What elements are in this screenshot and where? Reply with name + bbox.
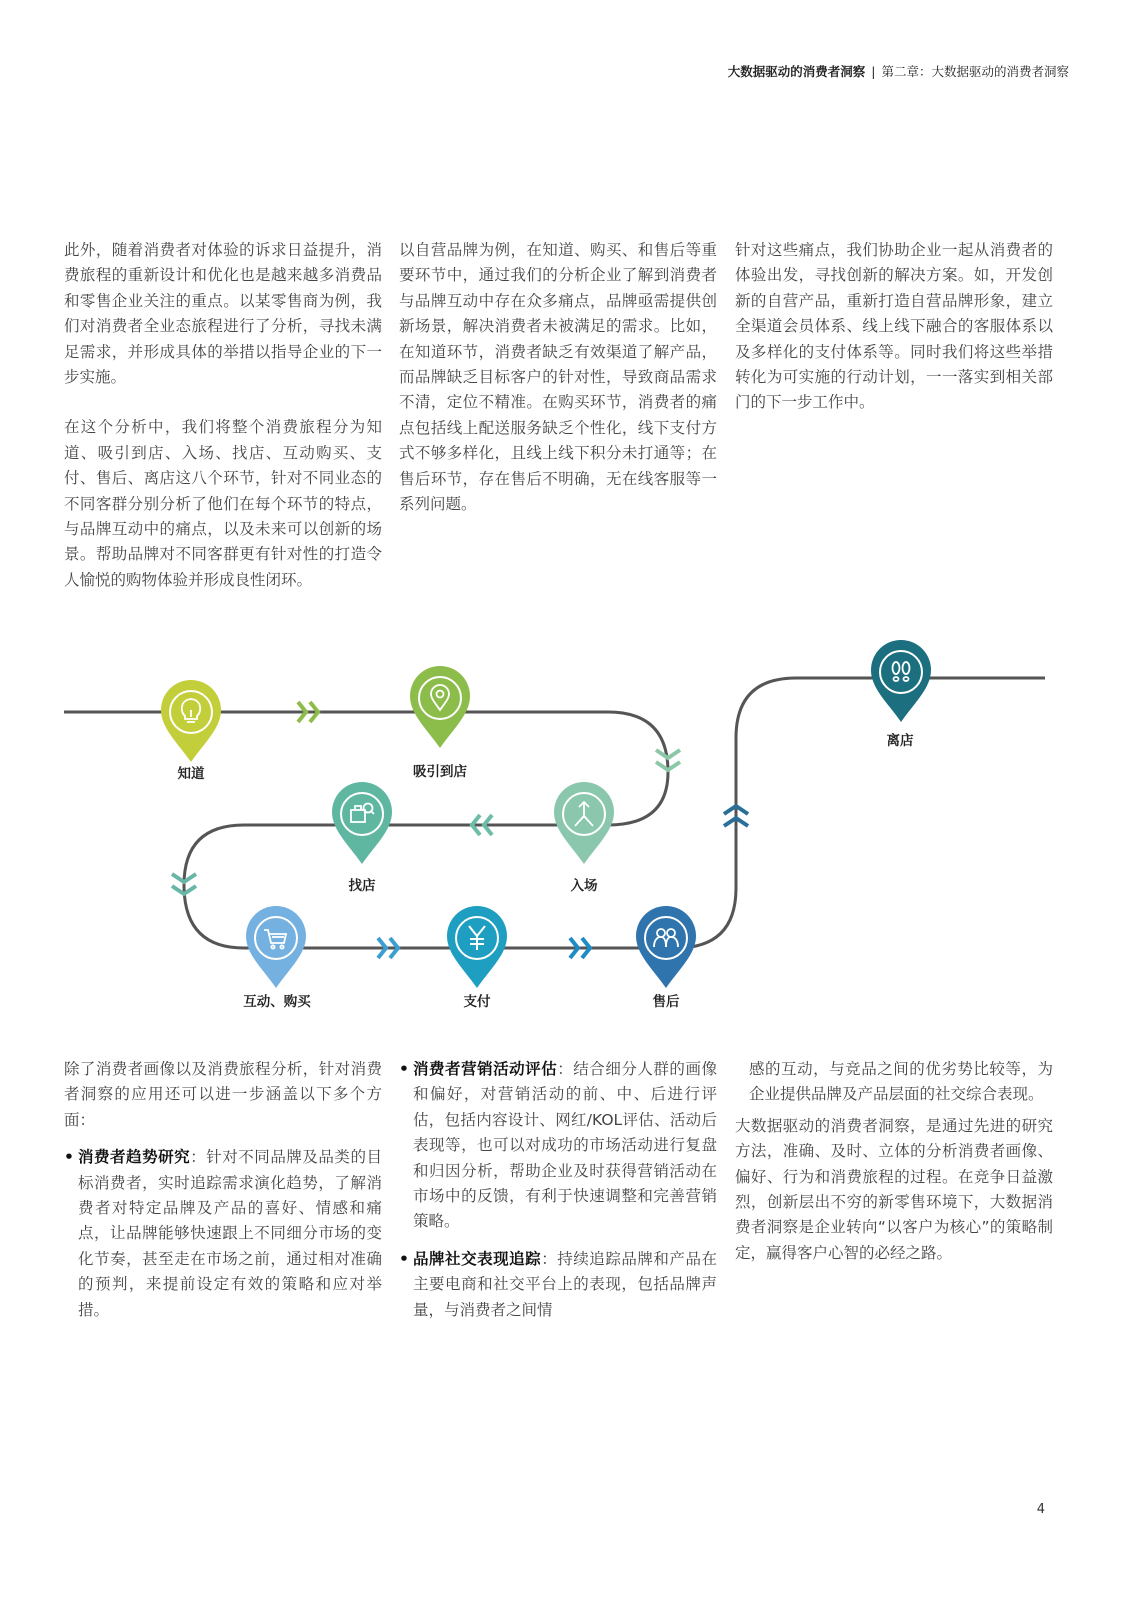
journey-node-interact-purchase bbox=[246, 906, 306, 988]
running-header bbox=[728, 62, 1069, 80]
paragraph: 除了消费者画像以及消费旅程分析，针对消费者洞察的应用还可以进一步涵盖以下多个方面： bbox=[64, 1060, 382, 1129]
journey-node-awareness bbox=[161, 680, 221, 762]
list-item bbox=[64, 1145, 382, 1323]
bullet-title: 消费者趋势研究 bbox=[78, 1148, 191, 1167]
continued-bullet-text: 感的互动，与竞品之间的优劣势比较等，为企业提供品牌及产品层面的社交综合表现。 bbox=[749, 1060, 1053, 1104]
list-item bbox=[399, 1057, 717, 1235]
journey-node-leave-store bbox=[871, 640, 931, 722]
journey-node-label: 售后 bbox=[652, 994, 680, 1010]
journey-node-after-sales bbox=[636, 906, 696, 988]
bullet-title: 消费者营销活动评估 bbox=[413, 1060, 558, 1078]
top-column-3 bbox=[735, 238, 1053, 441]
consumer-journey-diagram bbox=[0, 630, 1131, 1030]
paragraph: 针对这些痛点，我们协助企业一起从消费者的体验出发，寻找创新的解决方案。如，开发创新的自营产品，重新打造自营品牌形象，建立全渠道会员体系、线上线下融合的客服体系以及多样化的支付体系等。同时我们将这些举措转化为可实施的行动计划，一一落实到相关部门的下一步工作中。 bbox=[735, 241, 1053, 412]
journey-node-payment bbox=[447, 906, 507, 988]
bottom-column-2 bbox=[399, 1057, 717, 1335]
paragraph: 此外，随着消费者对体验的诉求日益提升，消费旅程的重新设计和优化也是越来越多消费品和零售企业关注的重点。以某零售商为例，我们对消费者全业态旅程进行了分析，寻找未满足需求，并形成具体的举措以指导企业的下一步实施。 bbox=[64, 241, 382, 387]
journey-node-label: 互动、购买 bbox=[243, 994, 311, 1010]
header-separator: | bbox=[871, 64, 876, 79]
bullet-text: ：持续追踪品牌和产品在主要电商和社交平台上的表现，包括品牌声量，与消费者之间情 bbox=[413, 1249, 717, 1319]
journey-node-label: 支付 bbox=[463, 994, 491, 1010]
bullet-list bbox=[64, 1145, 382, 1323]
bullet-title: 品牌社交表现追踪 bbox=[413, 1249, 542, 1268]
bullet-text: ：结合细分人群的画像和偏好，对营销活动的前、中、后进行评估，包括内容设计、网红/KOL评估、活动后表现等，也可以对成功的市场活动进行复盘和归因分析，帮助企业及时获得营销活动在市场中的反馈，有利于快速调整和完善营销策略。 bbox=[413, 1060, 717, 1231]
top-column-1 bbox=[64, 238, 382, 618]
bottom-column-3 bbox=[735, 1057, 1053, 1291]
header-chapter: 第二章：大数据驱动的消费者洞察 bbox=[881, 64, 1069, 79]
journey-node-entry bbox=[554, 782, 614, 864]
journey-node-label: 离店 bbox=[886, 733, 914, 749]
bullet-text: ：针对不同品牌及品类的目标消费者，实时追踪需求演化趋势，了解消费者对特定品牌及产品的喜好、情感和痛点，让品牌能够快速跟上不同细分市场的变化节奏，甚至走在市场之前，通过相对准确的预判，来提前设定有效的策略和应对举措。 bbox=[78, 1148, 382, 1319]
header-title: 大数据驱动的消费者洞察 bbox=[727, 64, 866, 79]
journey-node-label: 吸引到店 bbox=[413, 764, 467, 780]
top-column-2 bbox=[399, 238, 717, 542]
journey-node-attract bbox=[410, 666, 470, 748]
paragraph: 在这个分析中，我们将整个消费旅程分为知道、吸引到店、入场、找店、互动购买、支付、售后、离店这八个环节，针对不同业态的不同客群分别分析了他们在每个环节的特点，与品牌互动中的痛点，以及未来可以创新的场景。帮助品牌对不同客群更有针对性的打造令人愉悦的购物体验并形成良性闭环。 bbox=[64, 418, 382, 589]
paragraph: 大数据驱动的消费者洞察，是通过先进的研究方法，准确、及时、立体的分析消费者画像、偏好、行为和消费旅程的过程。在竞争日益激烈，创新层出不穷的新零售环境下，大数据消费者洞察是企业转向“以客户为核心”的策略制定，赢得客户心智的必经之路。 bbox=[735, 1116, 1053, 1262]
journey-node-label: 找店 bbox=[348, 878, 376, 894]
list-item bbox=[399, 1247, 717, 1323]
journey-node-label: 知道 bbox=[177, 766, 205, 782]
journey-node-label: 入场 bbox=[570, 878, 598, 894]
page-number: 4 bbox=[1036, 1502, 1045, 1517]
paragraph: 以自营品牌为例，在知道、购买、和售后等重要环节中，通过我们的分析企业了解到消费者与品牌互动中存在众多痛点，品牌亟需提供创新场景，解决消费者未被满足的需求。比如，在知道环节，消费者缺乏有效渠道了解产品，而品牌缺乏目标客户的针对性，导致商品需求不清，定位不精准。在购买环节，消费者的痛点包括线上配送服务缺乏个性化，线下支付方式不够多样化，且线上线下积分未打通等；在售后环节，存在售后不明确，无在线客服等一系列问题。 bbox=[399, 241, 717, 514]
journey-node-find-store bbox=[332, 782, 392, 864]
bottom-column-1 bbox=[64, 1057, 382, 1335]
bullet-list bbox=[399, 1057, 717, 1323]
